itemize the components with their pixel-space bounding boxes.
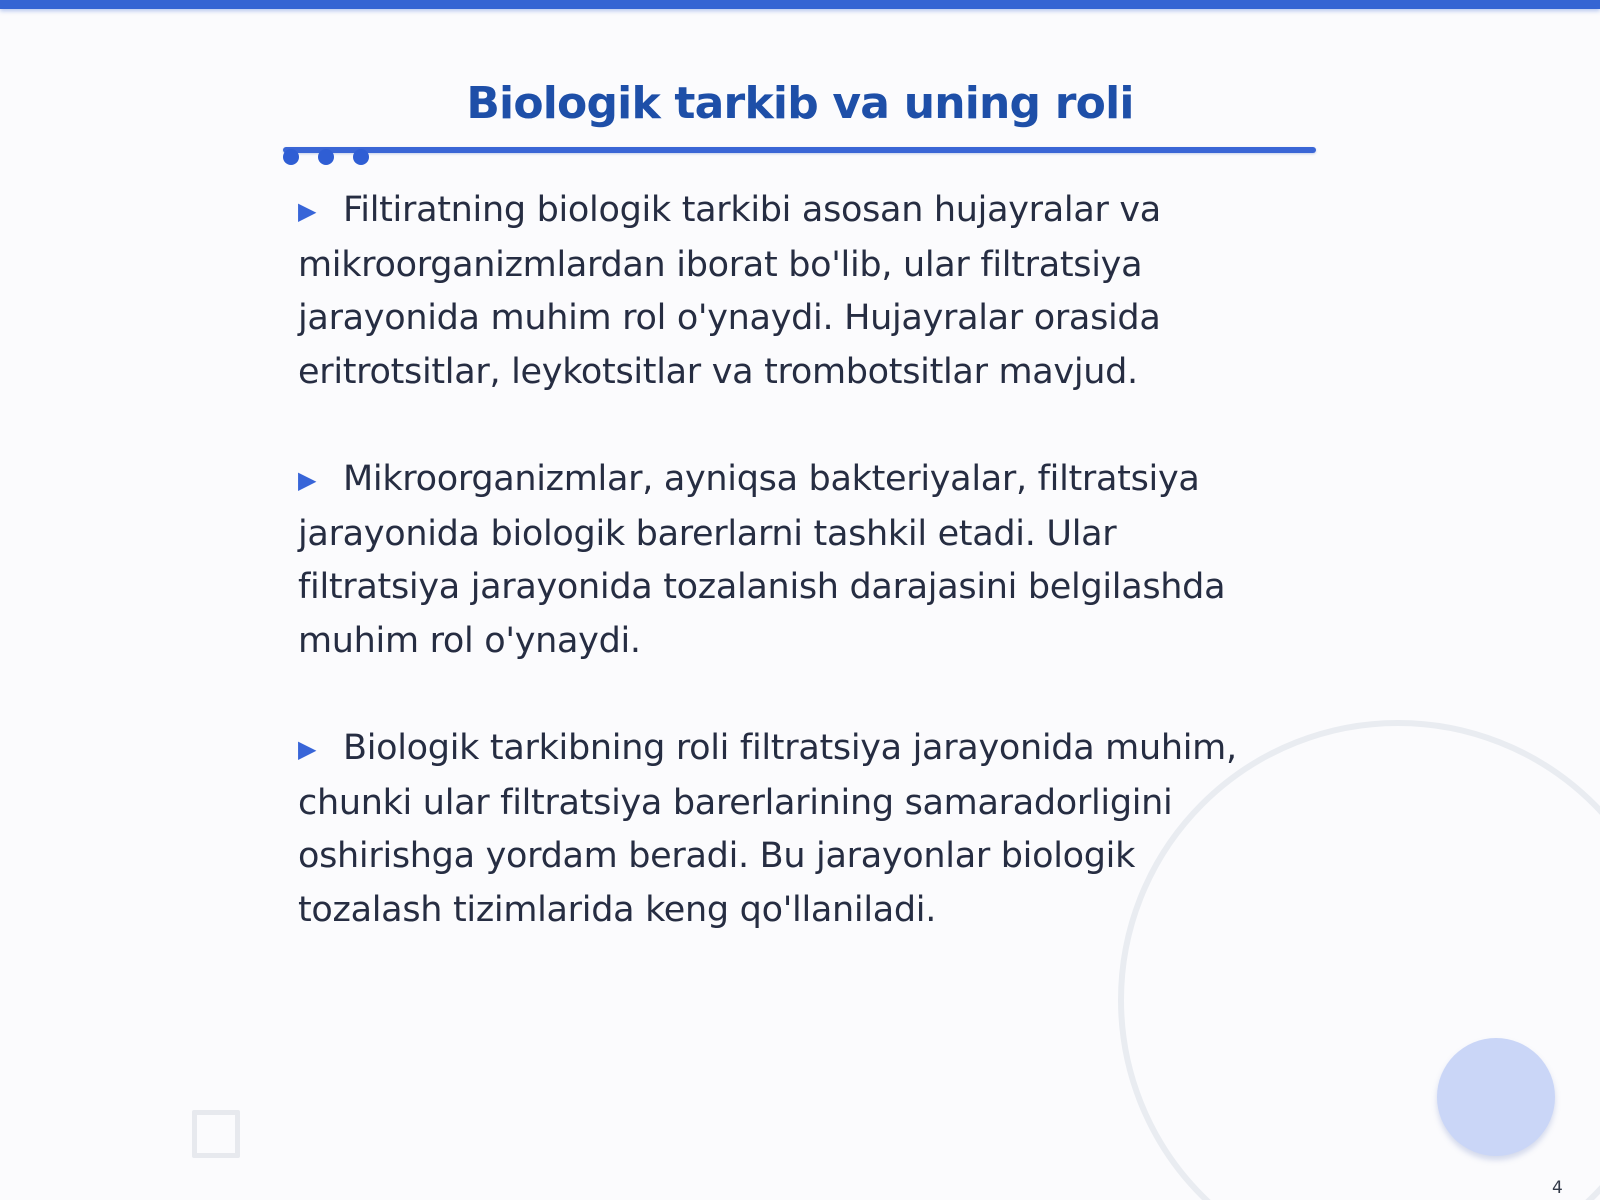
bullet-line: Biologik tarkibning roli filtratsiya jarayonida muhim, [343, 728, 1237, 768]
triangle-bullet-icon: ▶ [298, 197, 317, 225]
decorative-dot [353, 149, 369, 165]
bullet-line: Filtiratning biologik tarkibi asosan hujayralar va [343, 190, 1161, 230]
bullet-item [298, 184, 1308, 399]
slide-title: Biologik tarkib va uning roli [466, 78, 1134, 129]
page-number: 4 [1552, 1178, 1563, 1198]
bullet-item [298, 453, 1308, 668]
bullet-item [298, 722, 1308, 937]
decorative-dot [318, 149, 334, 165]
bullet-list [298, 184, 1308, 991]
bullet-line: eritrotsitlar, leykotsitlar va trombotsitlar mavjud. [298, 351, 1138, 392]
bullet-line: filtratsiya jarayonida tozalanish darajasini belgilashda [298, 567, 1226, 607]
bullet-line: muhim rol o'ynaydi. [298, 620, 641, 661]
bullet-line: jarayonida biologik barerlarni tashkil etadi. Ular [298, 513, 1117, 554]
bullet-line: tozalash tizimlarida keng qo'llaniladi. [298, 889, 937, 930]
decorative-square [192, 1110, 240, 1158]
bullet-line: jarayonida muhim rol o'ynaydi. Hujayralar orasida [298, 298, 1161, 338]
bullet-line: mikroorganizmlardan iborat bo'lib, ular filtratsiya [298, 244, 1143, 285]
bullet-line: chunki ular filtratsiya barerlarining samaradorligini [298, 782, 1173, 823]
triangle-bullet-icon: ▶ [298, 466, 317, 494]
bullet-line: Mikroorganizmlar, ayniqsa bakteriyalar, filtratsiya [343, 459, 1200, 499]
decorative-circle [1437, 1038, 1555, 1156]
title-underline [283, 147, 1316, 153]
decorative-dot [283, 149, 299, 165]
bullet-line: oshirishga yordam beradi. Bu jarayonlar biologik [298, 836, 1136, 876]
top-accent-bar [0, 0, 1600, 9]
triangle-bullet-icon: ▶ [298, 735, 317, 763]
